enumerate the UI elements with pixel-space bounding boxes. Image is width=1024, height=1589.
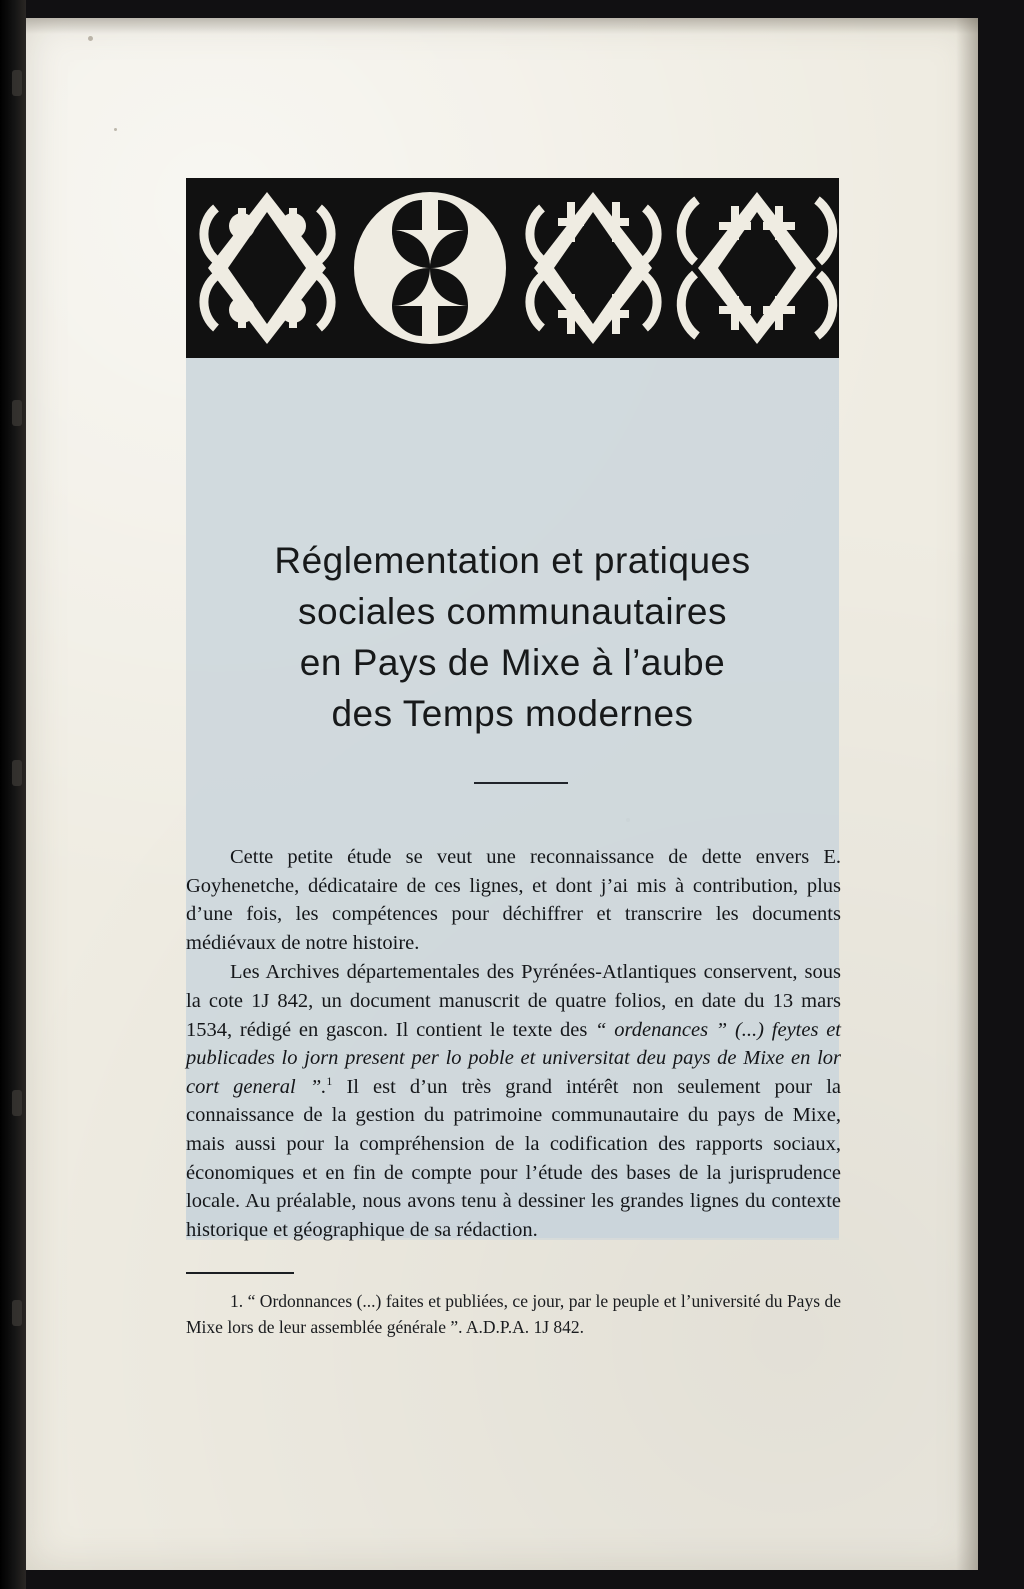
- title-divider-rule: [474, 782, 568, 784]
- paragraph-2: [186, 958, 841, 1244]
- footnote-reference: 1: [326, 1073, 333, 1088]
- footnote-1: 1. “ Ordonnances (...) faites et publiées, ce jour, par le peuple et l’université du Pays de Mixe lors de leur assemblée générale ”. A.D.P.A. 1J 842.: [186, 1291, 841, 1337]
- title-line-3: en Pays de Mixe à l’aube: [299, 642, 726, 683]
- paper-top-shadow: [26, 18, 978, 34]
- page-title: [186, 535, 839, 739]
- ornament-panel-icon: [186, 178, 349, 358]
- body-text: [186, 843, 841, 1244]
- ornament-lauburu-icon: [349, 178, 512, 358]
- quoted-title-2: feytes et publicades lo jorn present per lo poble et universitat deu pays de Mixe en lor cort general ”.: [186, 1018, 842, 1098]
- quoted-title-1: “ ordenances ” (...): [595, 1018, 765, 1041]
- lauburu-frieze-ornament: [186, 178, 839, 358]
- title-line-1: Réglementation et pratiques: [274, 540, 751, 581]
- footnote-separator-rule: [186, 1272, 294, 1274]
- ornament-panel-icon: [675, 178, 838, 358]
- paragraph-2-part2: Il est d’un très grand intérêt non seulement pour la connaissance de la gestion du patrimoine communautaire du pays de Mixe, mais aussi pour la compréhension de la codification des rapports sociaux, économiques et en fin de compte pour l’étude des bases de la jurisprudence locale. Au préalable, nous avons tenu à dessiner les grandes lignes du contexte historique et géographique de sa rédaction.: [186, 1075, 841, 1241]
- paragraph-1: Cette petite étude se veut une reconnaissance de dette envers E. Goyhenetche, dédicataire de ces lignes, et dont j’ai mis à contribution, plus d’une fois, les compétences pour déchiffrer et transcrire les documents médiévaux de notre histoire.: [186, 846, 841, 954]
- paragraph-2-part1: Les Archives départementales des Pyrénées-Atlantiques conservent, sous la cote 1J 842, un document manuscrit de quatre folios, en date du 13 mars 1534, rédigé en gascon. Il contient le texte des: [186, 961, 841, 1041]
- ornament-panel-icon: [512, 178, 675, 358]
- binding-marks: [12, 0, 26, 1589]
- footnote-block: [186, 1288, 841, 1340]
- paper-right-shadow: [956, 18, 978, 1570]
- title-line-2: sociales communautaires: [298, 591, 727, 632]
- title-line-4: des Temps modernes: [331, 693, 694, 734]
